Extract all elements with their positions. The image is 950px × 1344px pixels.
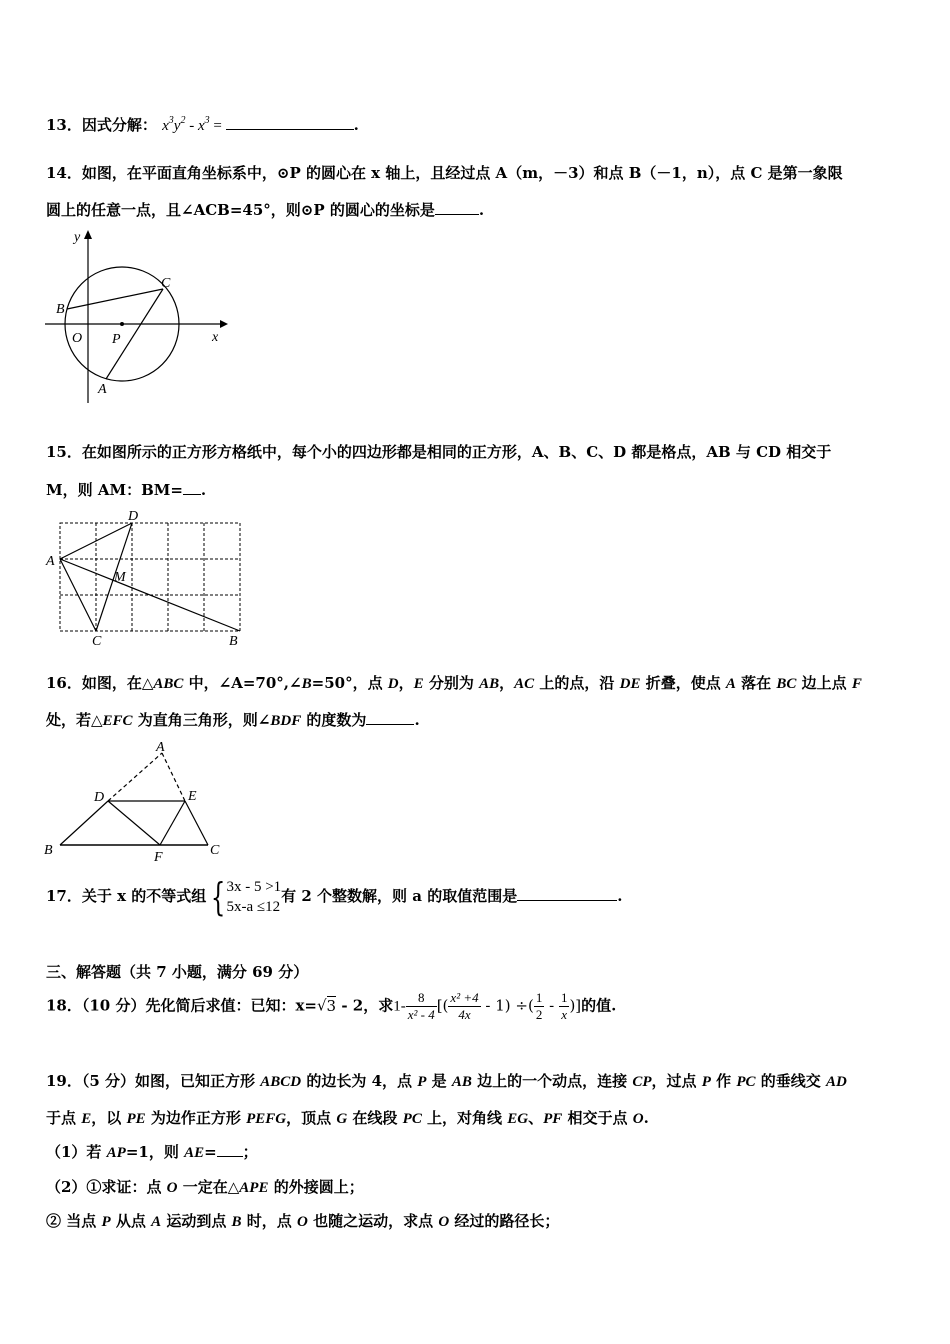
q18-f1-num: 8	[406, 990, 437, 1007]
q19-d5: 的外接圆上；	[268, 1178, 364, 1196]
q13-term-x2: x	[197, 118, 205, 134]
q17-brace-icon: {	[211, 875, 226, 919]
q16-t10: AB	[479, 676, 500, 692]
q16-t19: 边上点	[796, 674, 852, 692]
q16-line1	[46, 672, 862, 693]
q19-b12: EG	[507, 1111, 529, 1127]
q16-u1: 处，若△	[46, 711, 103, 729]
q13-line	[46, 114, 359, 135]
q16-u3: 为直角三角形，则∠	[132, 711, 271, 729]
q16-t20: F	[851, 676, 862, 692]
q16-label-e: E	[188, 789, 197, 804]
q14-label-p: P	[112, 332, 121, 347]
q19-e1: ② 当点	[46, 1212, 102, 1230]
q19-e11: 经过的路径长；	[449, 1212, 560, 1230]
q16-dashed-ae	[162, 753, 185, 801]
q17-system	[226, 877, 281, 917]
q13-term-x: x	[162, 118, 169, 134]
q14-label-a: A	[98, 382, 107, 397]
q14-center-dot	[120, 322, 124, 326]
q16-t2: ABC	[153, 676, 184, 692]
q16-t13: 上的点，沿	[534, 674, 620, 692]
q19-c2: AP	[106, 1145, 126, 1161]
q19-b16: O	[632, 1111, 644, 1127]
q19-b8: G	[336, 1111, 348, 1127]
q19-b1: 于点	[46, 1109, 82, 1127]
q19-b11: 上，对角线	[421, 1109, 508, 1127]
q19-d2: O	[166, 1180, 178, 1196]
q19-a3: 的边长为 4，点	[301, 1072, 418, 1090]
q17-line	[46, 877, 622, 917]
q19-a13: 的垂线交	[755, 1072, 826, 1090]
q18-f2-den: 4x	[458, 1007, 471, 1022]
q15-line2-text: M，则 AM：BM=	[46, 481, 183, 499]
q16-u4: BDF	[270, 713, 302, 729]
q16-t14: DE	[619, 676, 641, 692]
q19-b9: 在线段	[347, 1109, 403, 1127]
q16-t12: AC	[514, 676, 535, 692]
q13-term-y: y	[173, 118, 181, 134]
q19-a7: 边上的一个动点，连接	[471, 1072, 633, 1090]
q19-b14: PF	[543, 1111, 563, 1127]
q19-a11: 作	[710, 1072, 737, 1090]
q16-t7: ，	[398, 674, 414, 692]
q19-b7: ，顶点	[286, 1109, 337, 1127]
q14-line2-text: 圆上的任意一点，且∠ACB=45°，则⊙P 的圆心的坐标是	[46, 201, 435, 219]
q13-expression	[162, 115, 225, 134]
q19-c6: ；	[242, 1143, 258, 1161]
q18-frac2	[448, 990, 480, 1023]
q19-b15: 相交于点	[562, 1109, 633, 1127]
q18-line	[46, 990, 616, 1023]
q16-label-a: A	[156, 740, 165, 755]
q14-answer-blank[interactable]	[435, 200, 479, 215]
q15-line1: 15．在如图所示的正方形方格纸中，每个小的四边形都是相同的正方形，A、B、C、D 都是格点，AB 与 CD 相交于	[46, 443, 832, 461]
q19-a14: AD	[825, 1074, 847, 1090]
q15-answer-blank[interactable]	[183, 480, 201, 495]
q15-label-c: C	[92, 634, 102, 648]
q16-segment-df	[108, 801, 160, 845]
q16-dashed-da	[108, 753, 162, 801]
q16-t4: B	[301, 676, 312, 692]
q19-b4: PE	[126, 1111, 146, 1127]
q19-c3: =1，则	[125, 1143, 185, 1161]
q13-exp-3: 3	[204, 115, 210, 126]
q19-e2: P	[101, 1214, 111, 1230]
q18-bracket-close: )]	[569, 996, 582, 1015]
q18-minus: -	[544, 996, 559, 1015]
q16-t5: =50°，点	[311, 674, 388, 692]
q16-t9: 分别为	[423, 674, 480, 692]
q13-op: -	[185, 118, 198, 134]
q16-t15: 折叠，使点	[640, 674, 726, 692]
q19-e5: 运动到点	[161, 1212, 232, 1230]
q18-sqrt-icon: √	[316, 996, 327, 1015]
q15-line2	[46, 479, 206, 500]
q14-label-x: x	[212, 330, 219, 345]
q16-suffix: .	[414, 711, 420, 729]
q19-b3: ，以	[91, 1109, 127, 1127]
q14-figure	[40, 225, 230, 405]
q15-suffix: .	[200, 481, 207, 499]
q15-label-d: D	[128, 509, 139, 524]
q19-a10: P	[701, 1074, 711, 1090]
q18-f4-den: x	[561, 1007, 568, 1022]
q14-label-y: y	[74, 230, 81, 245]
q16-t3: 中，∠A=70°,∠	[183, 674, 302, 692]
q14-line2	[46, 199, 484, 220]
q14-label-c: C	[161, 276, 171, 291]
q19-a9: ，过点	[651, 1072, 702, 1090]
q19-d1: （2）①求证：点	[46, 1178, 167, 1196]
q16-t16: A	[725, 676, 736, 692]
q19-answer-blank[interactable]	[217, 1142, 243, 1157]
q16-u2: EFC	[102, 713, 133, 729]
q18-f4-num: 1	[560, 990, 568, 1005]
q15-grid	[60, 523, 240, 631]
q18-suffix: 的值.	[581, 996, 617, 1015]
q13-prefix: 13．因式分解：	[46, 116, 157, 134]
q16-label-c: C	[210, 843, 220, 858]
q19-a6: AB	[451, 1074, 472, 1090]
q19-line1	[46, 1070, 847, 1091]
q15-figure	[40, 506, 250, 648]
q19-a12: PC	[736, 1074, 756, 1090]
q16-t1: 16．如图，在△	[46, 674, 154, 692]
q15-label-a: A	[46, 554, 55, 569]
q19-part2	[46, 1176, 364, 1197]
q16-t18: BC	[776, 676, 797, 692]
q19-a1: 19．（5 分）如图，已知正方形	[46, 1072, 261, 1090]
q19-a5: 是	[426, 1072, 452, 1090]
q13-exp-1: 3	[168, 115, 174, 126]
q14-label-o: O	[72, 331, 83, 346]
q16-segment-ef	[160, 801, 185, 845]
q18-prefix: 18．（10 分）先化简后求值：已知：x=	[46, 996, 317, 1015]
q16-t11: ，	[499, 674, 515, 692]
q19-e6: B	[231, 1214, 242, 1230]
q18-frac1	[406, 990, 437, 1023]
q14-y-arrow-icon	[84, 230, 92, 239]
q16-label-f: F	[154, 850, 163, 865]
q19-b2: E	[81, 1111, 92, 1127]
q16-label-d: D	[94, 790, 105, 805]
section3-title: 三、解答题（共 7 小题，满分 69 分）	[46, 963, 309, 981]
q14-line1: 14．如图，在平面直角坐标系中，⊙P 的圆心在 x 轴上，且经过点 A（m，－3）和点 B（－1，n），点 C 是第一象限	[46, 164, 843, 182]
q19-b6: PEFG	[246, 1111, 287, 1127]
q16-u5: 的度数为	[301, 711, 367, 729]
q19-e8: O	[297, 1214, 308, 1230]
q16-segment-bd	[60, 801, 108, 845]
q17-ineq1: 3x - 5 >1	[226, 879, 282, 895]
q19-c1: （1）若	[46, 1143, 107, 1161]
q13-suffix: .	[353, 116, 359, 134]
q18-sqrt-value: 3	[326, 996, 337, 1015]
q19-e7: 时，点	[241, 1212, 298, 1230]
q17-prefix: 17．关于 x 的不等式组	[46, 887, 207, 905]
q19-part1	[46, 1141, 258, 1162]
q19-a8: CP	[632, 1074, 652, 1090]
q18-frac4	[559, 990, 570, 1023]
q19-c4: AE	[184, 1145, 205, 1161]
q19-a4: P	[417, 1074, 427, 1090]
q19-line2	[46, 1107, 649, 1128]
q14-x-arrow-icon	[220, 320, 228, 328]
q19-e4: A	[151, 1214, 162, 1230]
q19-a2: ABCD	[260, 1074, 302, 1090]
q19-b5: 为边作正方形	[145, 1109, 247, 1127]
q19-b13: 、	[528, 1109, 544, 1127]
q17-suffix: .	[617, 887, 623, 905]
q18-frac3	[534, 990, 545, 1023]
q14-suffix: .	[478, 201, 485, 219]
q19-d3: 一定在△	[177, 1178, 240, 1196]
q16-answer-blank[interactable]	[366, 710, 414, 725]
q16-figure	[40, 736, 230, 866]
q16-segment-ec	[185, 801, 208, 845]
q19-e3: 从点	[110, 1212, 152, 1230]
q16-line2	[46, 709, 420, 730]
q17-ineq2: 5x-a ≤12	[226, 899, 281, 915]
q18-one: 1-	[393, 998, 406, 1015]
q19-e9: 也随之运动，求点	[307, 1212, 439, 1230]
q13-eq: =	[209, 118, 222, 134]
q18-f3-den: 2	[535, 1007, 543, 1022]
q18-after-sqrt: - 2，求	[336, 996, 394, 1015]
q14-label-b: B	[56, 302, 65, 317]
q19-b17: .	[643, 1109, 649, 1127]
q18-f2-num: x² +4	[450, 990, 479, 1005]
q17-answer-blank[interactable]	[517, 886, 617, 901]
q18-bracket-open: [(	[436, 996, 449, 1015]
q16-t17: 落在	[735, 674, 777, 692]
q19-e10: O	[438, 1214, 450, 1230]
q18-f3-num: 1	[535, 990, 543, 1005]
q18-minus-one: - 1) ÷(	[480, 996, 534, 1015]
q19-b10: PC	[402, 1111, 422, 1127]
q16-label-b: B	[44, 843, 53, 858]
q14-segment-bc	[67, 289, 163, 309]
q15-label-b: B	[229, 634, 238, 648]
q19-part3	[46, 1210, 559, 1231]
q19-c5: =	[204, 1143, 217, 1161]
q15-label-m: M	[114, 570, 126, 585]
q17-mid: 有 2 个整数解，则 a 的取值范围是	[281, 887, 518, 905]
q19-d4: APE	[239, 1180, 269, 1196]
q13-answer-blank[interactable]	[226, 115, 354, 130]
q18-f1-den: x² - 4	[407, 1007, 435, 1022]
q16-t6: D	[387, 676, 399, 692]
q16-t8: E	[413, 676, 424, 692]
q13-exp-2: 2	[180, 115, 186, 126]
